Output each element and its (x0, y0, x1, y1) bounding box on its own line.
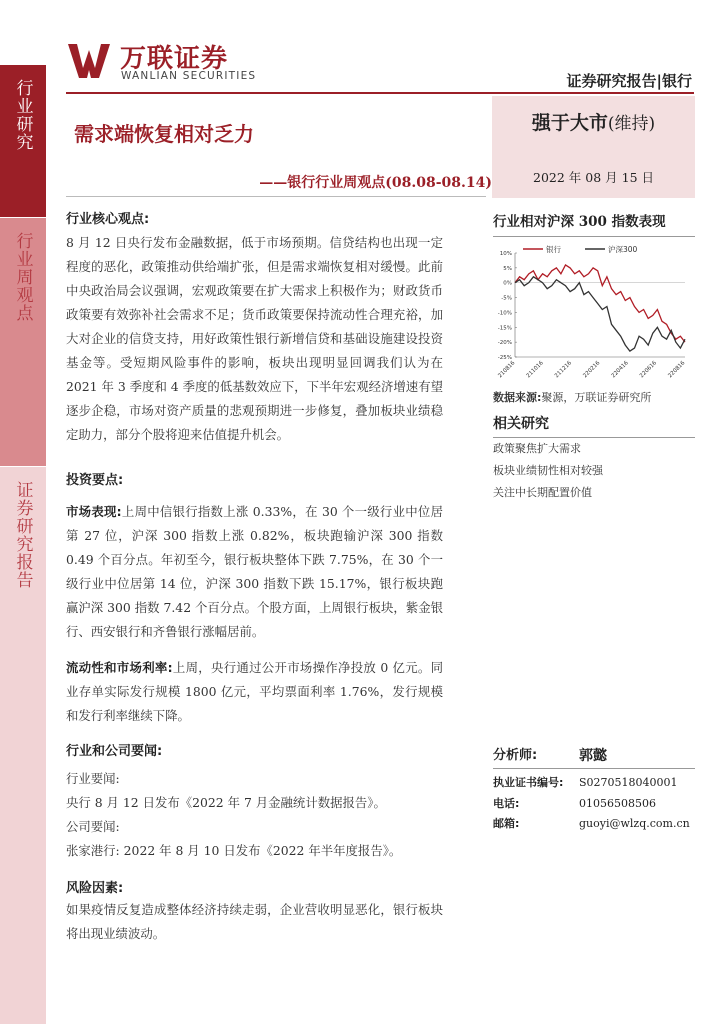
cert-number: S0270518040001 (579, 776, 678, 789)
analyst-name-row (493, 744, 695, 769)
x-tick-label: 220216 (582, 360, 602, 380)
y-tick-label: -10% (497, 310, 512, 317)
industry-news-label: 行业要闻: (66, 771, 120, 786)
legend-label: 银行 (546, 245, 561, 254)
liquidity (66, 656, 443, 728)
market-text: 上周中信银行指数上涨 0.33%，在 30 个一级行业中位居第 27 位，沪深 300 指数上涨 0.82%，板块跑输沪深 300 指数 0.49 个百分点。年初至今，银行板块整体下跌 7.75%，在 30 个一级行业中位居第 14 位，沪深 300 指数下跌 15.17%，银行板块跑赢沪深 300 指数 7.42 个百分点。个股方面，上周银行板块，紫金银行、西安银行和齐鲁银行涨幅居前。 (66, 504, 443, 639)
x-tick-label: 210816 (497, 360, 517, 380)
sidebar-section-weekly-view (0, 218, 46, 466)
report-type: 证券研究报告|银行 (566, 72, 692, 90)
rating-label: 强于大市 (531, 112, 608, 134)
header-divider (66, 92, 694, 94)
brand-name-en: WANLIAN SECURITIES (121, 70, 257, 82)
report-subtitle: ——银行行业周观点(08.08-08.14) (259, 175, 492, 191)
core-view-text: 8 月 12 日央行发布金融数据，低于市场预期。信贷结构也出现一定程度的恶化，政策推动供给端扩张，但是需求端恢复相对缓慢。此前中央政治局会议强调，宏观政策要在扩大需求上积极作为；财政货币政策要有效弥补社会需求不足；货币政策要保持流动性合理充裕，加大对企业的信贷支持，用好政策性银行新增信贷和基础设施建设投资基金等。受短期风险事件的影响，板块出现明显回调我们认为在 2021 年 3 季度和 4 季度的低基数效应下，下半年宏观经济增速有望逐步企稳，市场对资产质量的悲观预期进一步修复，叠加板块业绩稳定助力，部分个股将迎来估值提升机会。 (66, 235, 443, 442)
analyst-block (493, 744, 695, 835)
sidebar-label: 行业研究 (12, 79, 33, 151)
y-tick-label: 0% (503, 280, 512, 287)
report-title: 需求端恢复相对乏力 (74, 122, 254, 146)
analyst-email-row (493, 814, 695, 835)
y-tick-label: 5% (503, 265, 512, 272)
news-heading: 行业和公司要闻: (66, 744, 163, 759)
sidebar-label: 行业周观点 (12, 232, 33, 322)
related-research-heading: 相关研究 (493, 413, 695, 438)
liquidity-text: 上周，央行通过公开市场操作净投放 0 亿元。同业存单实际发行规模 1800 亿元，平均票面利率 1.76%，发行规模和发行利率继续下降。 (66, 660, 443, 723)
y-tick-label: 10% (499, 251, 512, 257)
sidebar-label: 证券研究报告 (12, 481, 33, 589)
legend-label: 沪深300 (608, 245, 638, 254)
left-sidebar (0, 0, 46, 1024)
wanlian-logo-icon (66, 40, 112, 80)
phone-label: 电话: (493, 796, 520, 810)
company-news-text: 张家港行: 2022 年 8 月 10 日发布《2022 年半年度报告》。 (66, 843, 402, 858)
phone-number: 01056508506 (579, 796, 656, 810)
x-tick-label: 211016 (525, 360, 545, 380)
y-tick-label: -25% (497, 355, 512, 361)
liquidity-label: 流动性和市场利率: (66, 660, 173, 675)
related-research-item[interactable]: 板块业绩韧性相对较强 (493, 464, 603, 477)
core-view-heading: 行业核心观点: (66, 212, 150, 227)
x-tick-label: 220416 (610, 360, 630, 380)
rating-box (492, 96, 695, 198)
email-link[interactable]: guoyi@wlzq.com.cn (579, 817, 690, 830)
chart-title: 行业相对沪深 300 指数表现 (493, 210, 695, 237)
x-tick-label: 220616 (638, 360, 659, 380)
industry-news-text: 央行 8 月 12 日发布《2022 年 7 月金融统计数据报告》。 (66, 795, 386, 810)
email-label: 邮箱: (493, 817, 520, 830)
company-news-label: 公司要闻: (66, 819, 120, 834)
x-tick-label: 220816 (667, 360, 687, 380)
risk-heading: 风险因素: (66, 881, 124, 896)
y-tick-label: -15% (497, 325, 512, 332)
analyst-cert-row (493, 773, 695, 794)
analyst-label: 分析师: (493, 748, 538, 763)
cert-label: 执业证书编号: (493, 776, 564, 789)
rating-paren: (维持) (607, 114, 656, 134)
x-tick-label: 211216 (553, 360, 574, 380)
data-source (493, 389, 695, 405)
market-performance (66, 500, 443, 644)
related-research-item[interactable]: 关注中长期配置价值 (493, 486, 592, 499)
invest-heading: 投资要点: (66, 473, 124, 488)
analyst-name: 郭懿 (579, 748, 607, 764)
title-divider (66, 196, 486, 197)
market-label: 市场表现: (66, 504, 122, 519)
sidebar-section-industry-research (0, 65, 46, 217)
source-label: 数据来源: (493, 391, 542, 404)
main-body (66, 208, 443, 946)
related-research-item[interactable]: 政策聚焦扩大需求 (493, 442, 581, 455)
y-tick-label: -20% (497, 340, 512, 347)
chart-svg (493, 243, 695, 383)
analyst-phone-row (493, 794, 695, 815)
brand-name-cn: 万联证券 (120, 44, 229, 74)
sidebar-section-research-report (0, 467, 46, 1024)
y-tick-label: -5% (501, 295, 512, 302)
source-text: 聚源，万联证券研究所 (541, 391, 652, 404)
right-column (493, 210, 695, 504)
risk-text: 如果疫情反复造成整体经济持续走弱，企业营收明显恶化，银行板块将出现业绩波动。 (66, 902, 443, 941)
industry-rating (492, 108, 695, 135)
report-date: 2022 年 08 月 15 日 (533, 170, 654, 185)
relative-performance-chart (493, 243, 695, 383)
